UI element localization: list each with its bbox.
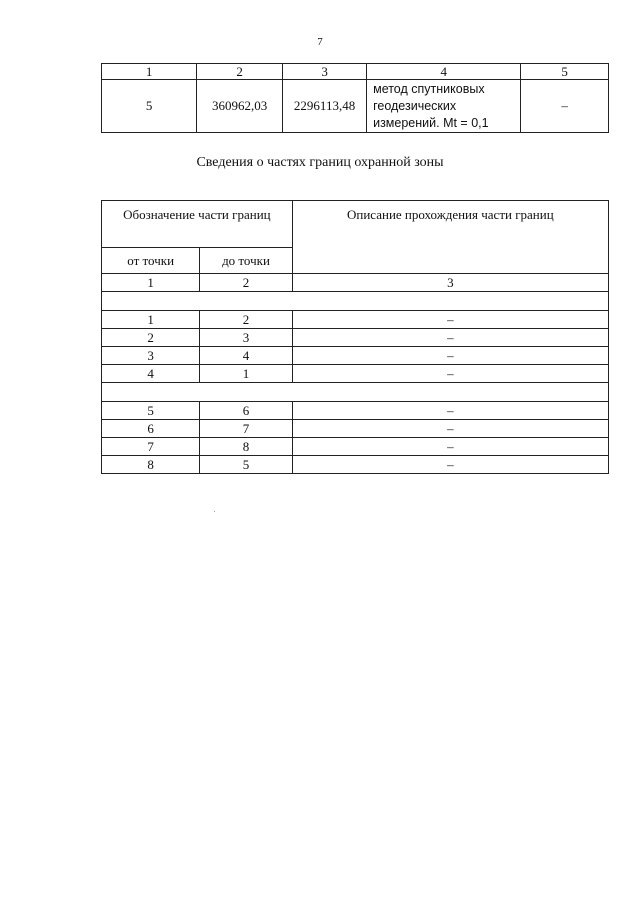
- from-point-cell: 7: [102, 438, 200, 456]
- header-group-cell: Обозначение части границ: [102, 201, 293, 248]
- table-row: [102, 80, 609, 133]
- column-number-row: [102, 274, 609, 292]
- header-cell-1: 1: [102, 64, 197, 80]
- description-cell: –: [292, 365, 608, 383]
- to-point-cell: 6: [200, 402, 292, 420]
- contour-separator-row: [102, 292, 609, 311]
- contour-separator-cell: [102, 383, 609, 402]
- method-line-1: метод спутниковых: [373, 81, 485, 96]
- to-point-cell: 2: [200, 311, 292, 329]
- from-point-cell: 2: [102, 329, 200, 347]
- column-number-3: 3: [292, 274, 608, 292]
- header-cell-5: 5: [521, 64, 609, 80]
- description-cell: –: [292, 438, 608, 456]
- note-cell: –: [521, 80, 609, 133]
- table-row: [102, 311, 609, 329]
- method-cell: [367, 80, 521, 133]
- header-cell-2: 2: [197, 64, 283, 80]
- table-row: [102, 347, 609, 365]
- table-row: [102, 456, 609, 474]
- description-cell: –: [292, 311, 608, 329]
- table-header-row: [102, 64, 609, 80]
- from-point-cell: 8: [102, 456, 200, 474]
- header-to-cell: до точки: [200, 248, 292, 274]
- column-number-2: 2: [200, 274, 292, 292]
- point-number-cell: 5: [102, 80, 197, 133]
- table-row: [102, 329, 609, 347]
- from-point-cell: 5: [102, 402, 200, 420]
- to-point-cell: 4: [200, 347, 292, 365]
- description-cell: –: [292, 402, 608, 420]
- section-title: Сведения о частях границ охранной зоны: [196, 155, 444, 170]
- scan-speck: [214, 511, 215, 512]
- description-cell: –: [292, 329, 608, 347]
- x-coordinate-cell: 360962,03: [197, 80, 283, 133]
- column-number-1: 1: [102, 274, 200, 292]
- to-point-cell: 1: [200, 365, 292, 383]
- header-desc-cell: Описание прохождения части границ: [292, 201, 608, 274]
- table-row: [102, 438, 609, 456]
- from-point-cell: 1: [102, 311, 200, 329]
- description-cell: –: [292, 456, 608, 474]
- header-cell-4: 4: [367, 64, 521, 80]
- table-header-row: [102, 201, 609, 248]
- table-row: [102, 420, 609, 438]
- contour-separator-cell: [102, 292, 609, 311]
- to-point-cell: 3: [200, 329, 292, 347]
- method-line-3: измерений. Mt = 0,1: [373, 115, 489, 130]
- header-from-cell: от точки: [102, 248, 200, 274]
- to-point-cell: 8: [200, 438, 292, 456]
- boundary-parts-table: [101, 200, 609, 474]
- method-line-2: геодезических: [373, 98, 457, 113]
- description-cell: –: [292, 347, 608, 365]
- to-point-cell: 7: [200, 420, 292, 438]
- table-row: [102, 365, 609, 383]
- contour-separator-row: [102, 383, 609, 402]
- to-point-cell: 5: [200, 456, 292, 474]
- from-point-cell: 6: [102, 420, 200, 438]
- table-row: [102, 402, 609, 420]
- y-coordinate-cell: 2296113,48: [283, 80, 367, 133]
- coordinates-table: [101, 63, 609, 133]
- from-point-cell: 4: [102, 365, 200, 383]
- page-number: 7: [317, 36, 323, 48]
- from-point-cell: 3: [102, 347, 200, 365]
- header-cell-3: 3: [283, 64, 367, 80]
- description-cell: –: [292, 420, 608, 438]
